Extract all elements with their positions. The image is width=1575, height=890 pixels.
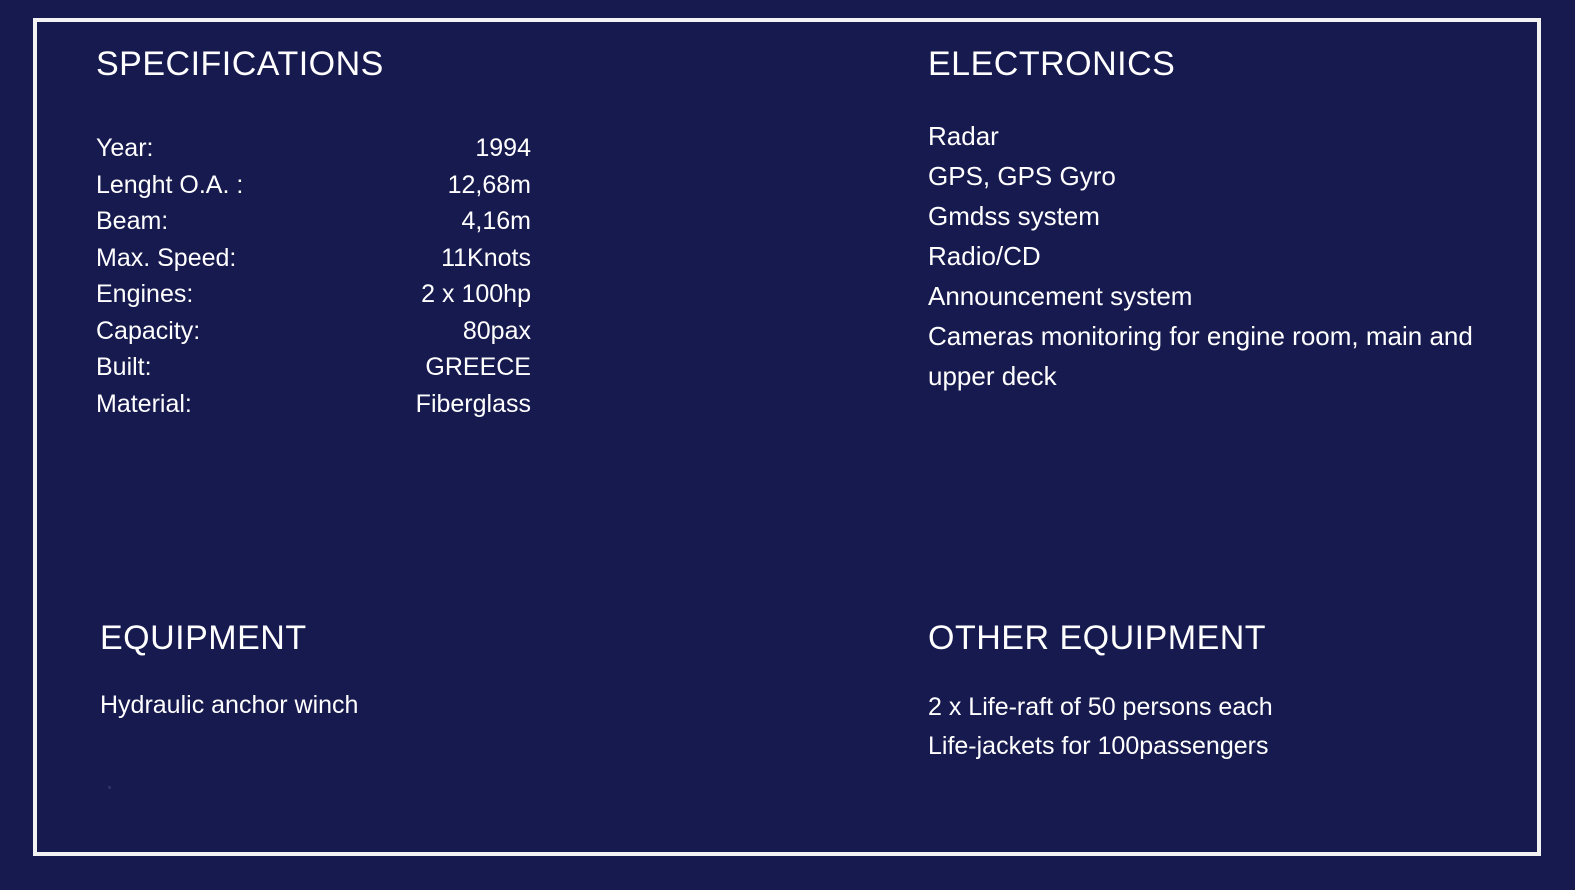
spec-label-beam: Beam: bbox=[96, 207, 169, 235]
specifications-table bbox=[96, 130, 531, 422]
spec-value-capacity: 80pax bbox=[462, 316, 531, 345]
table-row bbox=[96, 203, 531, 240]
spec-label-built: Built: bbox=[96, 353, 152, 381]
spec-value-year: 1994 bbox=[475, 134, 531, 162]
list-item: Announcement system bbox=[928, 281, 1193, 311]
equipment-title: EQUIPMENT bbox=[100, 619, 307, 657]
stray-mark bbox=[108, 786, 111, 789]
list-item: Hydraulic anchor winch bbox=[100, 691, 359, 719]
other-equipment-list bbox=[928, 688, 1508, 766]
table-row bbox=[96, 240, 531, 277]
spec-value-max-speed: 11Knots bbox=[441, 243, 531, 272]
list-item: Radio/CD bbox=[928, 241, 1041, 271]
table-row bbox=[96, 276, 531, 313]
spec-label-max-speed: Max. Speed: bbox=[96, 243, 237, 272]
other-equipment-title: OTHER EQUIPMENT bbox=[928, 619, 1267, 657]
specifications-title: SPECIFICATIONS bbox=[96, 45, 384, 83]
table-row bbox=[96, 130, 531, 167]
list-item: Life-jackets for 100passengers bbox=[928, 732, 1269, 760]
equipment-list bbox=[100, 686, 800, 725]
electronics-title: ELECTRONICS bbox=[928, 45, 1176, 83]
electronics-section bbox=[928, 44, 1508, 396]
spec-value-beam: 4,16m bbox=[461, 207, 531, 235]
spec-value-built: GREECE bbox=[425, 353, 531, 381]
list-item: GPS, GPS Gyro bbox=[928, 161, 1116, 191]
spec-label-year: Year: bbox=[96, 134, 154, 162]
list-item: Cameras monitoring for engine room, main and upper deck bbox=[928, 321, 1473, 391]
list-item: 2 x Life-raft of 50 persons each bbox=[928, 693, 1273, 721]
spec-label-material: Material: bbox=[96, 389, 192, 418]
table-row bbox=[96, 313, 531, 350]
list-item: Gmdss system bbox=[928, 201, 1100, 231]
equipment-section bbox=[100, 618, 800, 725]
spec-value-material: Fiberglass bbox=[415, 389, 531, 418]
table-row bbox=[96, 167, 531, 204]
spec-label-capacity: Capacity: bbox=[96, 316, 201, 345]
electronics-list bbox=[928, 116, 1508, 396]
spec-value-engines: 2 x 100hp bbox=[421, 280, 531, 308]
table-row bbox=[96, 386, 531, 423]
other-equipment-section bbox=[928, 618, 1508, 766]
spec-value-length: 12,68m bbox=[447, 170, 531, 199]
list-item: Radar bbox=[928, 121, 999, 151]
spec-label-length: Lenght O.A. : bbox=[96, 170, 244, 199]
table-row bbox=[96, 349, 531, 386]
specifications-section bbox=[96, 44, 856, 422]
spec-label-engines: Engines: bbox=[96, 280, 194, 308]
